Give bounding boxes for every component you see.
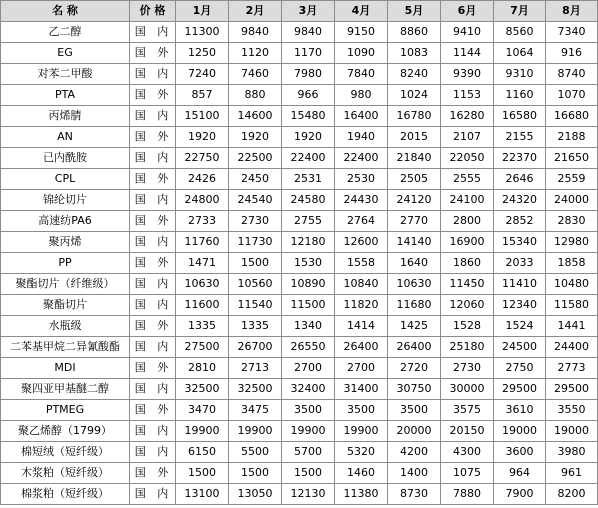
market-region: 国 外: [130, 316, 176, 337]
price-cell-month-2: 880: [229, 85, 282, 106]
price-cell-month-3: 15480: [282, 106, 335, 127]
price-cell-month-8: 19000: [546, 421, 598, 442]
price-cell-month-4: 11820: [335, 295, 388, 316]
table-row: [1, 337, 598, 358]
product-name: 聚乙烯醇（1799）: [1, 421, 130, 442]
market-region: 国 内: [130, 379, 176, 400]
price-cell-month-1: 7240: [176, 64, 229, 85]
price-cell-month-8: 916: [546, 43, 598, 64]
market-region: 国 外: [130, 43, 176, 64]
price-cell-month-4: 1414: [335, 316, 388, 337]
price-cell-month-6: 22050: [441, 148, 494, 169]
market-region: 国 外: [130, 463, 176, 484]
price-cell-month-6: 16900: [441, 232, 494, 253]
price-cell-month-5: 14140: [388, 232, 441, 253]
table-row: [1, 358, 598, 379]
market-region: 国 内: [130, 190, 176, 211]
price-cell-month-4: 24430: [335, 190, 388, 211]
price-cell-month-6: 1153: [441, 85, 494, 106]
market-region: 国 外: [130, 127, 176, 148]
price-cell-month-5: 1083: [388, 43, 441, 64]
price-cell-month-6: 1144: [441, 43, 494, 64]
price-cell-month-2: 32500: [229, 379, 282, 400]
price-cell-month-2: 22500: [229, 148, 282, 169]
price-cell-month-7: 1524: [494, 316, 546, 337]
price-cell-month-5: 2720: [388, 358, 441, 379]
price-cell-month-5: 2770: [388, 211, 441, 232]
price-cell-month-7: 3600: [494, 442, 546, 463]
price-cell-month-5: 4200: [388, 442, 441, 463]
header-row: [1, 1, 598, 22]
price-cell-month-3: 3500: [282, 400, 335, 421]
table-row: [1, 400, 598, 421]
header-month-6: 6月: [441, 1, 494, 22]
product-name: 丙烯腈: [1, 106, 130, 127]
price-cell-month-8: 24400: [546, 337, 598, 358]
price-cell-month-4: 10840: [335, 274, 388, 295]
table-row: [1, 253, 598, 274]
price-cell-month-6: 2800: [441, 211, 494, 232]
price-cell-month-4: 980: [335, 85, 388, 106]
header-name: 名 称: [1, 1, 130, 22]
price-cell-month-1: 15100: [176, 106, 229, 127]
price-cell-month-4: 5320: [335, 442, 388, 463]
price-cell-month-2: 2730: [229, 211, 282, 232]
price-cell-month-6: 11450: [441, 274, 494, 295]
product-name: 已内酰胺: [1, 148, 130, 169]
product-name: 高速纺PA6: [1, 211, 130, 232]
price-cell-month-7: 24320: [494, 190, 546, 211]
price-cell-month-6: 2555: [441, 169, 494, 190]
product-name: AN: [1, 127, 130, 148]
product-name: 棉短绒（短纤级）: [1, 442, 130, 463]
price-cell-month-3: 12180: [282, 232, 335, 253]
product-name: 聚丙烯: [1, 232, 130, 253]
product-name: EG: [1, 43, 130, 64]
market-region: 国 内: [130, 232, 176, 253]
price-cell-month-5: 30750: [388, 379, 441, 400]
price-cell-month-7: 16580: [494, 106, 546, 127]
price-cell-month-7: 2033: [494, 253, 546, 274]
price-cell-month-3: 2700: [282, 358, 335, 379]
price-cell-month-3: 1170: [282, 43, 335, 64]
header-month-2: 2月: [229, 1, 282, 22]
market-region: 国 内: [130, 295, 176, 316]
price-cell-month-5: 8240: [388, 64, 441, 85]
price-cell-month-4: 2700: [335, 358, 388, 379]
market-region: 国 外: [130, 169, 176, 190]
price-cell-month-7: 19000: [494, 421, 546, 442]
price-cell-month-1: 10630: [176, 274, 229, 295]
header-month-1: 1月: [176, 1, 229, 22]
price-cell-month-2: 14600: [229, 106, 282, 127]
price-cell-month-7: 7900: [494, 484, 546, 505]
price-cell-month-8: 2773: [546, 358, 598, 379]
price-cell-month-2: 7460: [229, 64, 282, 85]
price-cell-month-6: 1528: [441, 316, 494, 337]
table-row: [1, 169, 598, 190]
product-name: PP: [1, 253, 130, 274]
price-cell-month-6: 1860: [441, 253, 494, 274]
price-cell-month-1: 2426: [176, 169, 229, 190]
table-body: [1, 22, 598, 505]
price-cell-month-3: 12130: [282, 484, 335, 505]
price-cell-month-8: 12980: [546, 232, 598, 253]
header-month-3: 3月: [282, 1, 335, 22]
price-cell-month-2: 10560: [229, 274, 282, 295]
price-cell-month-2: 24540: [229, 190, 282, 211]
price-cell-month-7: 15340: [494, 232, 546, 253]
price-cell-month-4: 3500: [335, 400, 388, 421]
price-cell-month-7: 29500: [494, 379, 546, 400]
market-region: 国 外: [130, 253, 176, 274]
price-cell-month-7: 24500: [494, 337, 546, 358]
table-row: [1, 22, 598, 43]
price-cell-month-4: 26400: [335, 337, 388, 358]
price-cell-month-4: 9150: [335, 22, 388, 43]
header-price: 价 格: [130, 1, 176, 22]
price-cell-month-7: 2155: [494, 127, 546, 148]
price-cell-month-6: 9410: [441, 22, 494, 43]
price-cell-month-1: 11300: [176, 22, 229, 43]
table-row: [1, 421, 598, 442]
price-cell-month-1: 2733: [176, 211, 229, 232]
price-cell-month-5: 2505: [388, 169, 441, 190]
price-cell-month-5: 1400: [388, 463, 441, 484]
price-cell-month-1: 24800: [176, 190, 229, 211]
price-cell-month-8: 1070: [546, 85, 598, 106]
price-cell-month-4: 1090: [335, 43, 388, 64]
price-cell-month-8: 29500: [546, 379, 598, 400]
header-month-5: 5月: [388, 1, 441, 22]
price-cell-month-2: 19900: [229, 421, 282, 442]
price-cell-month-6: 2730: [441, 358, 494, 379]
price-cell-month-8: 10480: [546, 274, 598, 295]
price-cell-month-3: 2755: [282, 211, 335, 232]
price-cell-month-2: 9840: [229, 22, 282, 43]
price-cell-month-6: 20150: [441, 421, 494, 442]
price-cell-month-1: 1920: [176, 127, 229, 148]
price-cell-month-3: 1340: [282, 316, 335, 337]
header-month-4: 4月: [335, 1, 388, 22]
price-cell-month-3: 32400: [282, 379, 335, 400]
product-name: CPL: [1, 169, 130, 190]
price-cell-month-4: 12600: [335, 232, 388, 253]
price-cell-month-3: 9840: [282, 22, 335, 43]
price-cell-month-2: 2450: [229, 169, 282, 190]
price-cell-month-2: 1120: [229, 43, 282, 64]
price-cell-month-8: 1441: [546, 316, 598, 337]
price-cell-month-1: 22750: [176, 148, 229, 169]
price-cell-month-3: 1500: [282, 463, 335, 484]
market-region: 国 内: [130, 442, 176, 463]
price-cell-month-7: 22370: [494, 148, 546, 169]
price-cell-month-6: 16280: [441, 106, 494, 127]
price-cell-month-5: 8730: [388, 484, 441, 505]
product-name: MDI: [1, 358, 130, 379]
price-cell-month-8: 1858: [546, 253, 598, 274]
table-row: [1, 442, 598, 463]
table-row: [1, 85, 598, 106]
price-cell-month-5: 3500: [388, 400, 441, 421]
price-cell-month-7: 8560: [494, 22, 546, 43]
product-name: 乙二醇: [1, 22, 130, 43]
price-cell-month-6: 12060: [441, 295, 494, 316]
price-cell-month-7: 9310: [494, 64, 546, 85]
product-name: PTMEG: [1, 400, 130, 421]
price-cell-month-2: 13050: [229, 484, 282, 505]
market-region: 国 外: [130, 85, 176, 106]
price-cell-month-5: 24120: [388, 190, 441, 211]
price-cell-month-1: 2810: [176, 358, 229, 379]
price-cell-month-1: 857: [176, 85, 229, 106]
market-region: 国 内: [130, 484, 176, 505]
price-cell-month-7: 12340: [494, 295, 546, 316]
price-cell-month-5: 8860: [388, 22, 441, 43]
price-cell-month-8: 16680: [546, 106, 598, 127]
price-cell-month-5: 2015: [388, 127, 441, 148]
price-cell-month-6: 25180: [441, 337, 494, 358]
table-row: [1, 106, 598, 127]
price-cell-month-1: 6150: [176, 442, 229, 463]
price-cell-month-1: 1500: [176, 463, 229, 484]
price-cell-month-4: 31400: [335, 379, 388, 400]
price-cell-month-6: 24100: [441, 190, 494, 211]
product-name: 聚酯切片: [1, 295, 130, 316]
price-cell-month-2: 1335: [229, 316, 282, 337]
table-row: [1, 274, 598, 295]
price-cell-month-3: 1920: [282, 127, 335, 148]
price-cell-month-2: 11730: [229, 232, 282, 253]
price-cell-month-3: 22400: [282, 148, 335, 169]
product-name: 对苯二甲酸: [1, 64, 130, 85]
price-cell-month-7: 1064: [494, 43, 546, 64]
price-cell-month-5: 11680: [388, 295, 441, 316]
price-cell-month-7: 2750: [494, 358, 546, 379]
price-cell-month-8: 3550: [546, 400, 598, 421]
market-region: 国 内: [130, 421, 176, 442]
price-cell-month-8: 24000: [546, 190, 598, 211]
table-row: [1, 463, 598, 484]
price-cell-month-4: 22400: [335, 148, 388, 169]
market-region: 国 内: [130, 64, 176, 85]
price-cell-month-1: 11760: [176, 232, 229, 253]
price-cell-month-5: 21840: [388, 148, 441, 169]
market-region: 国 外: [130, 358, 176, 379]
price-cell-month-8: 8740: [546, 64, 598, 85]
price-cell-month-2: 1500: [229, 463, 282, 484]
product-name: 聚四亚甲基醚二醇: [1, 379, 130, 400]
price-cell-month-7: 2852: [494, 211, 546, 232]
price-cell-month-5: 20000: [388, 421, 441, 442]
price-cell-month-7: 2646: [494, 169, 546, 190]
price-cell-month-3: 10890: [282, 274, 335, 295]
product-name: 二苯基甲烷二异氰酸酯: [1, 337, 130, 358]
price-cell-month-7: 11410: [494, 274, 546, 295]
product-name: PTA: [1, 85, 130, 106]
price-cell-month-5: 1024: [388, 85, 441, 106]
price-cell-month-3: 7980: [282, 64, 335, 85]
price-cell-month-4: 1940: [335, 127, 388, 148]
price-cell-month-6: 1075: [441, 463, 494, 484]
market-region: 国 内: [130, 337, 176, 358]
price-cell-month-2: 26700: [229, 337, 282, 358]
price-cell-month-1: 27500: [176, 337, 229, 358]
price-cell-month-8: 8200: [546, 484, 598, 505]
price-cell-month-1: 1250: [176, 43, 229, 64]
table-row: [1, 43, 598, 64]
price-cell-month-8: 3980: [546, 442, 598, 463]
price-cell-month-2: 11540: [229, 295, 282, 316]
table-row: [1, 379, 598, 400]
price-cell-month-3: 11500: [282, 295, 335, 316]
price-cell-month-8: 2830: [546, 211, 598, 232]
table-row: [1, 148, 598, 169]
price-cell-month-5: 10630: [388, 274, 441, 295]
price-cell-month-2: 2713: [229, 358, 282, 379]
price-cell-month-5: 1640: [388, 253, 441, 274]
price-cell-month-1: 13100: [176, 484, 229, 505]
market-region: 国 外: [130, 211, 176, 232]
product-name: 木浆粕（短纤级）: [1, 463, 130, 484]
price-cell-month-2: 1920: [229, 127, 282, 148]
header-month-8: 8月: [546, 1, 598, 22]
table-row: [1, 211, 598, 232]
price-cell-month-6: 4300: [441, 442, 494, 463]
price-cell-month-8: 2188: [546, 127, 598, 148]
price-cell-month-7: 964: [494, 463, 546, 484]
price-cell-month-4: 1558: [335, 253, 388, 274]
price-cell-month-4: 7840: [335, 64, 388, 85]
price-cell-month-4: 2764: [335, 211, 388, 232]
price-cell-month-6: 7880: [441, 484, 494, 505]
price-cell-month-1: 11600: [176, 295, 229, 316]
table-row: [1, 484, 598, 505]
market-region: 国 内: [130, 22, 176, 43]
price-cell-month-1: 19900: [176, 421, 229, 442]
price-cell-month-8: 961: [546, 463, 598, 484]
price-cell-month-7: 3610: [494, 400, 546, 421]
product-name: 棉浆粕（短纤级）: [1, 484, 130, 505]
price-cell-month-6: 9390: [441, 64, 494, 85]
price-cell-month-3: 966: [282, 85, 335, 106]
price-cell-month-5: 16780: [388, 106, 441, 127]
price-cell-month-6: 2107: [441, 127, 494, 148]
price-cell-month-1: 1335: [176, 316, 229, 337]
product-name: 聚酯切片（纤维级）: [1, 274, 130, 295]
price-cell-month-1: 1471: [176, 253, 229, 274]
market-region: 国 内: [130, 148, 176, 169]
table-row: [1, 190, 598, 211]
market-region: 国 外: [130, 400, 176, 421]
price-cell-month-3: 2531: [282, 169, 335, 190]
price-cell-month-2: 5500: [229, 442, 282, 463]
price-cell-month-5: 1425: [388, 316, 441, 337]
price-cell-month-8: 2559: [546, 169, 598, 190]
table-row: [1, 127, 598, 148]
price-cell-month-5: 26400: [388, 337, 441, 358]
price-cell-month-4: 16400: [335, 106, 388, 127]
price-cell-month-3: 19900: [282, 421, 335, 442]
price-cell-month-1: 32500: [176, 379, 229, 400]
price-cell-month-4: 11380: [335, 484, 388, 505]
price-cell-month-4: 19900: [335, 421, 388, 442]
price-cell-month-6: 3575: [441, 400, 494, 421]
table-row: [1, 316, 598, 337]
price-cell-month-8: 21650: [546, 148, 598, 169]
price-cell-month-8: 7340: [546, 22, 598, 43]
product-name: 水瓶级: [1, 316, 130, 337]
price-cell-month-3: 24580: [282, 190, 335, 211]
price-cell-month-3: 1530: [282, 253, 335, 274]
price-cell-month-3: 26550: [282, 337, 335, 358]
price-cell-month-6: 30000: [441, 379, 494, 400]
product-name: 锦纶切片: [1, 190, 130, 211]
table-row: [1, 295, 598, 316]
header-month-7: 7月: [494, 1, 546, 22]
price-cell-month-7: 1160: [494, 85, 546, 106]
table-row: [1, 232, 598, 253]
market-region: 国 内: [130, 106, 176, 127]
market-region: 国 内: [130, 274, 176, 295]
price-cell-month-2: 1500: [229, 253, 282, 274]
table-row: [1, 64, 598, 85]
price-cell-month-4: 1460: [335, 463, 388, 484]
price-cell-month-8: 11580: [546, 295, 598, 316]
price-cell-month-4: 2530: [335, 169, 388, 190]
price-cell-month-2: 3475: [229, 400, 282, 421]
price-cell-month-3: 5700: [282, 442, 335, 463]
price-cell-month-1: 3470: [176, 400, 229, 421]
